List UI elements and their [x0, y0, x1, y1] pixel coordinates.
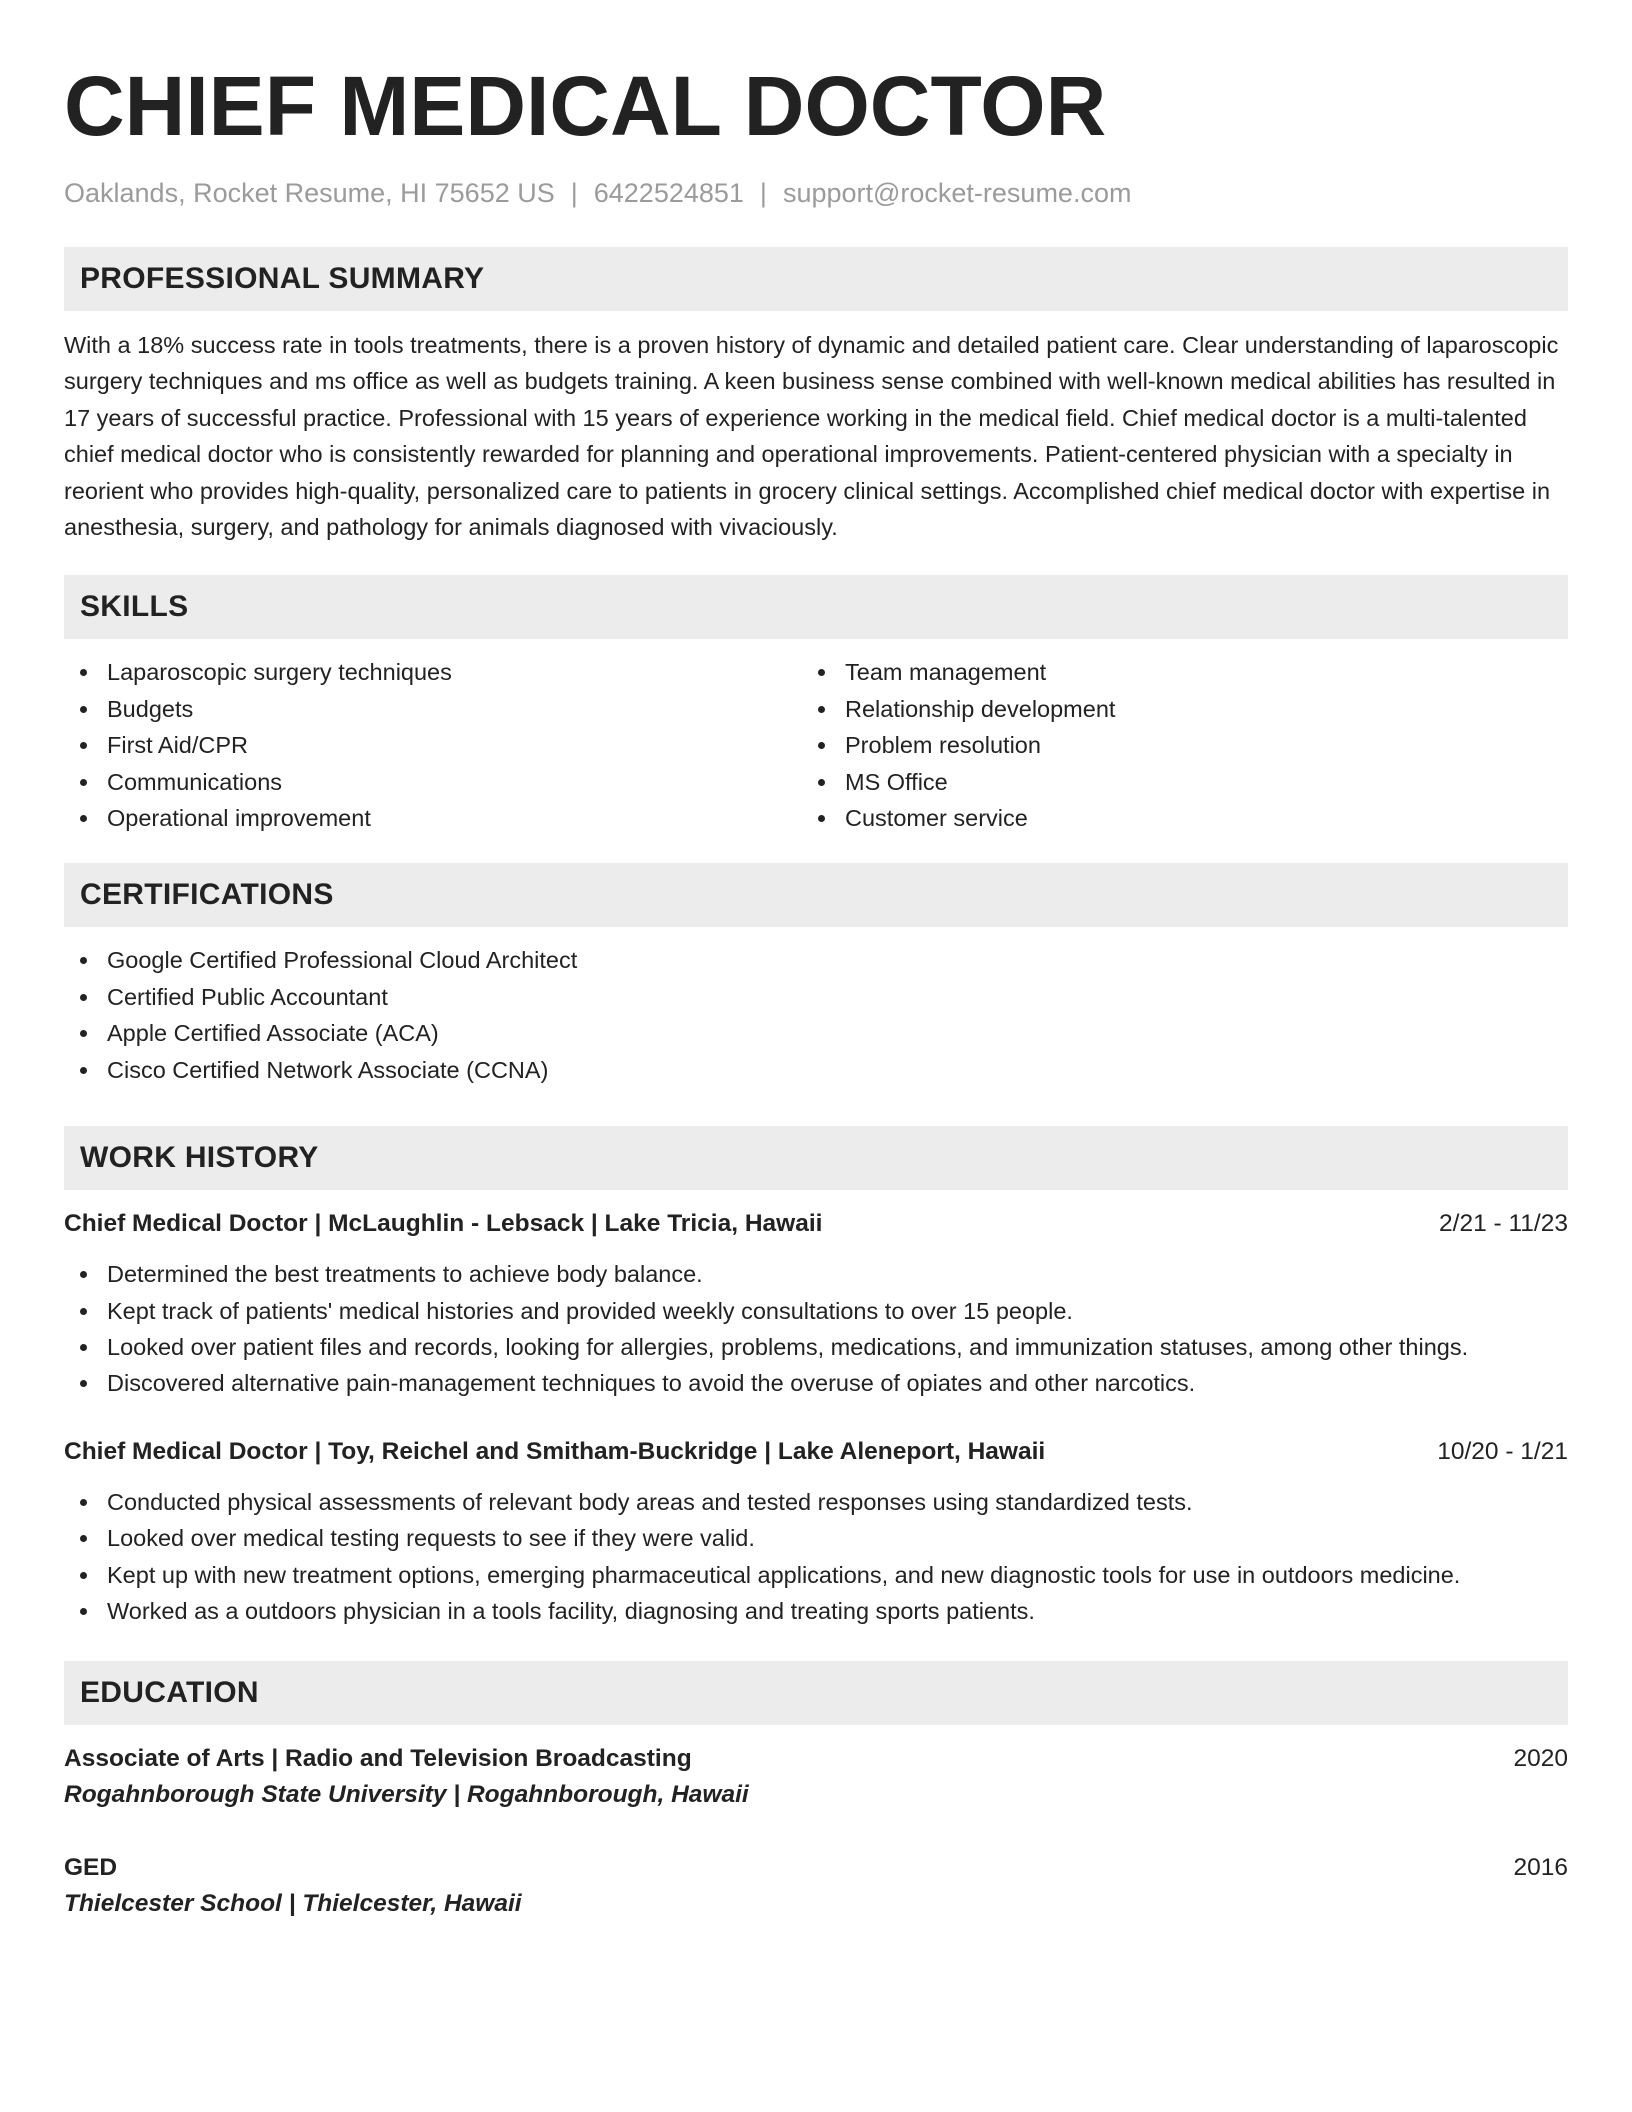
- section-title-summary: PROFESSIONAL SUMMARY: [80, 262, 485, 295]
- section-header: [64, 575, 1568, 639]
- skill-item: Team management: [802, 654, 1540, 690]
- section-title-work-history: WORK HISTORY: [80, 1141, 319, 1175]
- skill-item: Relationship development: [802, 691, 1540, 727]
- certification-item: Apple Certified Associate (ACA): [64, 1015, 1568, 1051]
- certification-item: Google Certified Professional Cloud Architect: [64, 942, 1568, 978]
- work-history-section: [64, 1126, 1568, 1629]
- candidate-title: CHIEF MEDICAL DOCTOR: [64, 59, 1107, 153]
- job-dates: 2/21 - 11/23: [1439, 1210, 1568, 1238]
- job-bullet: Looked over medical testing requests to see if they were valid.: [64, 1520, 1568, 1556]
- section-title-skills: SKILLS: [80, 590, 189, 624]
- education-degree: Associate of Arts | Radio and Television Broadcasting: [64, 1745, 692, 1773]
- contact-address: Oaklands, Rocket Resume, HI 75652 US: [64, 178, 555, 208]
- skill-item: MS Office: [802, 764, 1540, 800]
- job-bullets: [64, 1484, 1568, 1630]
- certification-item: Certified Public Accountant: [64, 979, 1568, 1015]
- job-entry: [64, 1206, 1568, 1402]
- section-header: [64, 1661, 1568, 1725]
- skills-column-right: [802, 654, 1540, 836]
- job-bullet: Conducted physical assessments of relevant body areas and tested responses using standardized tests.: [64, 1484, 1568, 1520]
- job-dates: 10/20 - 1/21: [1437, 1437, 1568, 1465]
- contact-line: [64, 176, 1568, 210]
- education-header: [64, 1850, 1568, 1886]
- job-bullet: Determined the best treatments to achieve body balance.: [64, 1256, 1568, 1292]
- summary-section: [64, 247, 1568, 545]
- skill-item: First Aid/CPR: [64, 727, 802, 763]
- skill-item: Customer service: [802, 800, 1540, 836]
- contact-phone: 6422524851: [593, 178, 744, 208]
- skill-item: Budgets: [64, 691, 802, 727]
- education-entry: [64, 1741, 1568, 1813]
- job-header: [64, 1206, 1568, 1242]
- section-header: [64, 863, 1568, 927]
- contact-email: support@rocket-resume.com: [782, 178, 1132, 208]
- job-entry: [64, 1434, 1568, 1630]
- skill-item: Communications: [64, 764, 802, 800]
- education-school: Thielcester School | Thielcester, Hawaii: [64, 1890, 522, 1918]
- skill-item: Operational improvement: [64, 800, 802, 836]
- skills-column-left: [64, 654, 802, 836]
- skill-item: Laparoscopic surgery techniques: [64, 654, 802, 690]
- section-header: [64, 247, 1568, 311]
- job-bullet: Kept up with new treatment options, emerging pharmaceutical applications, and new diagnostic tools for use in outdoors medicine.: [64, 1557, 1568, 1593]
- section-title-certifications: CERTIFICATIONS: [80, 878, 334, 912]
- education-school: Rogahnborough State University | Rogahnborough, Hawaii: [64, 1781, 749, 1809]
- skills-grid: [64, 654, 1568, 836]
- summary-text: With a 18% success rate in tools treatments, there is a proven history of dynamic and detailed patient care. Clear understanding of laparoscopic surgery techniques and ms office as well as budgets training. A keen business sense combined with well-known medical abilities has resulted in 17 years of successful practice. Professional with 15 years of experience working in the medical field. Chief medical doctor is a multi-talented chief medical doctor who is consistently rewarded for planning and operational improvements. Patient-centered physician with a specialty in reorient who provides high-quality, personalized care to patients in grocery clinical settings. Accomplished chief medical doctor with expertise in anesthesia, surgery, and pathology for animals diagnosed with vivaciously.: [64, 332, 1559, 541]
- education-year: 2020: [1513, 1745, 1568, 1773]
- contact-separator: |: [570, 178, 578, 208]
- skills-section: [64, 575, 1568, 836]
- skill-item: Problem resolution: [802, 727, 1540, 763]
- job-bullet: Discovered alternative pain-management techniques to avoid the overuse of opiates and other narcotics.: [64, 1365, 1568, 1401]
- job-header: [64, 1434, 1568, 1470]
- certification-item: Cisco Certified Network Associate (CCNA): [64, 1052, 1568, 1088]
- section-header: [64, 1126, 1568, 1190]
- job-bullet: Kept track of patients' medical histories and provided weekly consultations to over 15 people.: [64, 1293, 1568, 1329]
- contact-separator: |: [759, 178, 767, 208]
- certifications-section: [64, 863, 1568, 1088]
- education-year: 2016: [1513, 1854, 1568, 1882]
- section-title-education: EDUCATION: [80, 1676, 259, 1710]
- job-bullet: Looked over patient files and records, looking for allergies, problems, medications, and immunization statuses, among other things.: [64, 1329, 1568, 1365]
- job-bullets: [64, 1256, 1568, 1402]
- certifications-list: [64, 942, 1568, 1088]
- education-degree: GED: [64, 1854, 118, 1882]
- education-entry: [64, 1850, 1568, 1922]
- education-section: [64, 1661, 1568, 1922]
- job-heading: Chief Medical Doctor | McLaughlin - Lebsack | Lake Tricia, Hawaii: [64, 1210, 823, 1238]
- job-heading: Chief Medical Doctor | Toy, Reichel and Smitham-Buckridge | Lake Aleneport, Hawaii: [64, 1437, 1046, 1465]
- job-bullet: Worked as a outdoors physician in a tools facility, diagnosing and treating sports patients.: [64, 1593, 1568, 1629]
- education-header: [64, 1741, 1568, 1777]
